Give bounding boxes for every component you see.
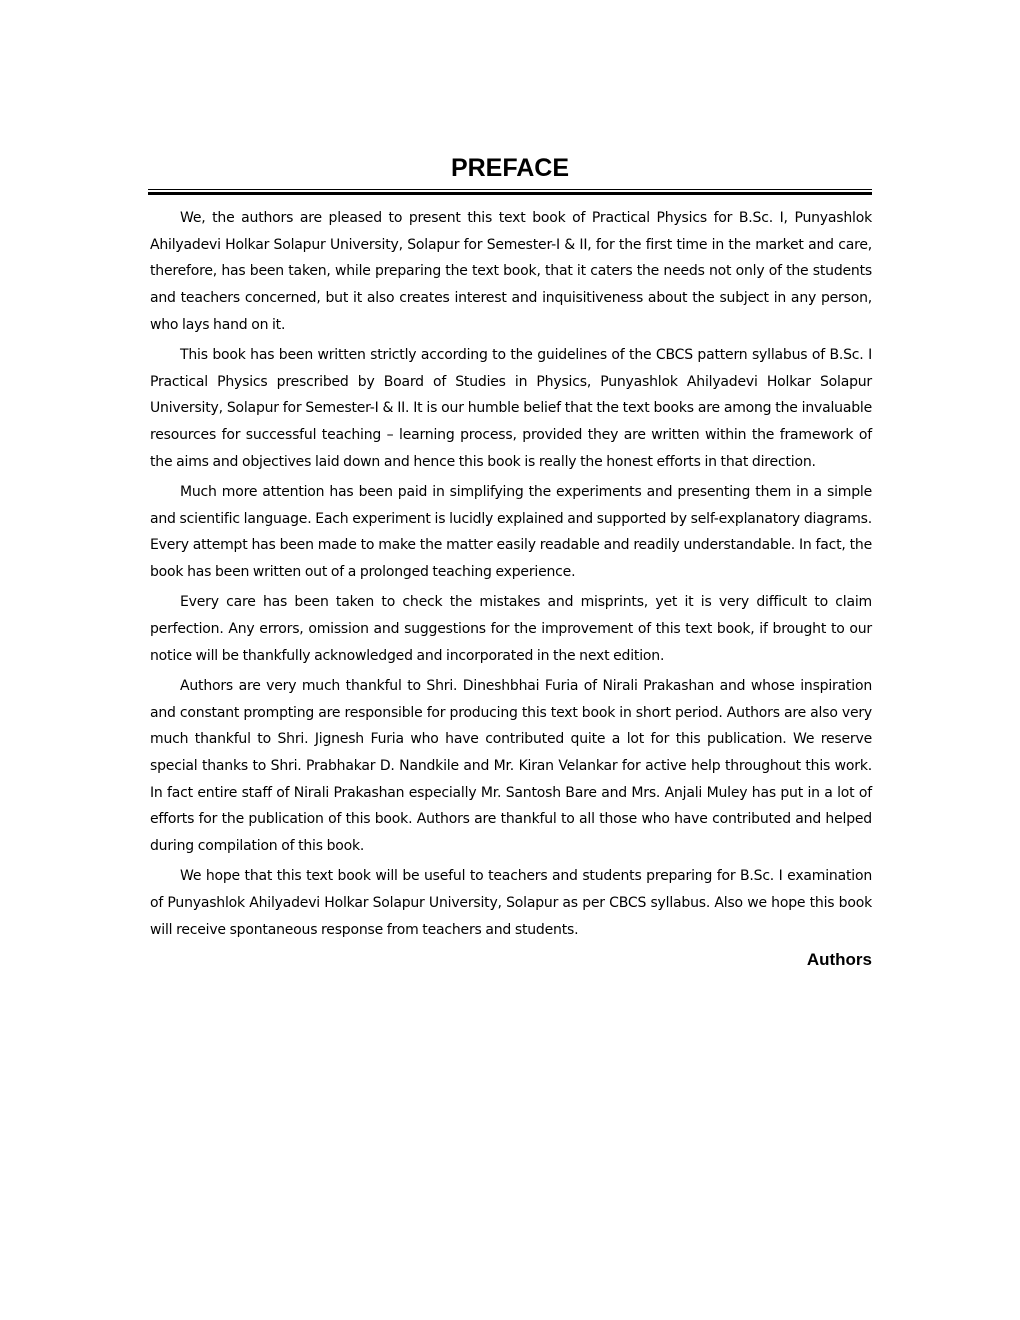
paragraph-acknowledgements: Authors are very much thankful to Shri. Dineshbhai Furia of Nirali Prakashan and whose inspiration and constant prompting are responsible for producing this text book in short period. Authors are also very much thankful to Shri. Jignesh Furia who have contributed quite a lot for this publication. We reserve special thanks to Shri. Prabhakar D. Nandkile and Mr. Kiran Velankar for active help throughout this work. In fact entire staff of Nirali Prakashan especially Mr. Santosh Bare and Mrs. Anjali Muley has put in a lot of efforts for the publication of this book. Authors are thankful to all those who have contributed and helped during compilation of this book.: [150, 677, 872, 855]
page-title: PREFACE: [450, 154, 570, 182]
paragraph-syllabus: This book has been written strictly according to the guidelines of the CBCS pattern syllabus of B.Sc. I Practical Physics prescribed by Board of Studies in Physics, Punyashlok Ahilyadevi Holkar Solapur University, Solapur for Semester-I & II. It is our humble belief that the text books are among the invaluable resources for successful teaching – learning process, provided they are written within the framework of the aims and objectives laid down and hence this book is really the honest efforts in that direction.: [150, 347, 872, 470]
paragraph-approach: Much more attention has been paid in simplifying the experiments and presenting them in a simple and scientific language. Each experiment is lucidly explained and supported by self-explanatory diagrams. Every attempt has been made to make the matter easily readable and readily understandable. In fact, the book has been written out of a prolonged teaching experience.: [150, 484, 872, 581]
paragraph-intro: We, the authors are pleased to present this text book of Practical Physics for B.Sc. I, Punyashlok Ahilyadevi Holkar Solapur University, Solapur for Semester-I & II, for the first time in the market and care, therefore, has been taken, while preparing the text book, that it caters the needs not only of the students and teachers concerned, but it also creates interest and inquisitiveness about the subject in any person, who lays hand on it.: [150, 210, 872, 333]
paragraph-closing: We hope that this text book will be useful to teachers and students preparing for B.Sc. I examination of Punyashlok Ahilyadevi Holkar Solapur University, Solapur as per CBCS syllabus. Also we hope this book will receive spontaneous response from teachers and students.: [150, 868, 872, 938]
preface-body: [148, 205, 872, 974]
title-rule-thin: [148, 189, 872, 190]
title-rule-thick: [148, 192, 872, 195]
paragraph-errata: Every care has been taken to check the mistakes and misprints, yet it is very difficult to claim perfection. Any errors, omission and suggestions for the improvement of this text book, if brought to our notice will be thankfully acknowledged and incorporated in the next edition.: [150, 594, 872, 664]
signature: Authors: [806, 950, 872, 970]
preface-page: [148, 150, 872, 974]
